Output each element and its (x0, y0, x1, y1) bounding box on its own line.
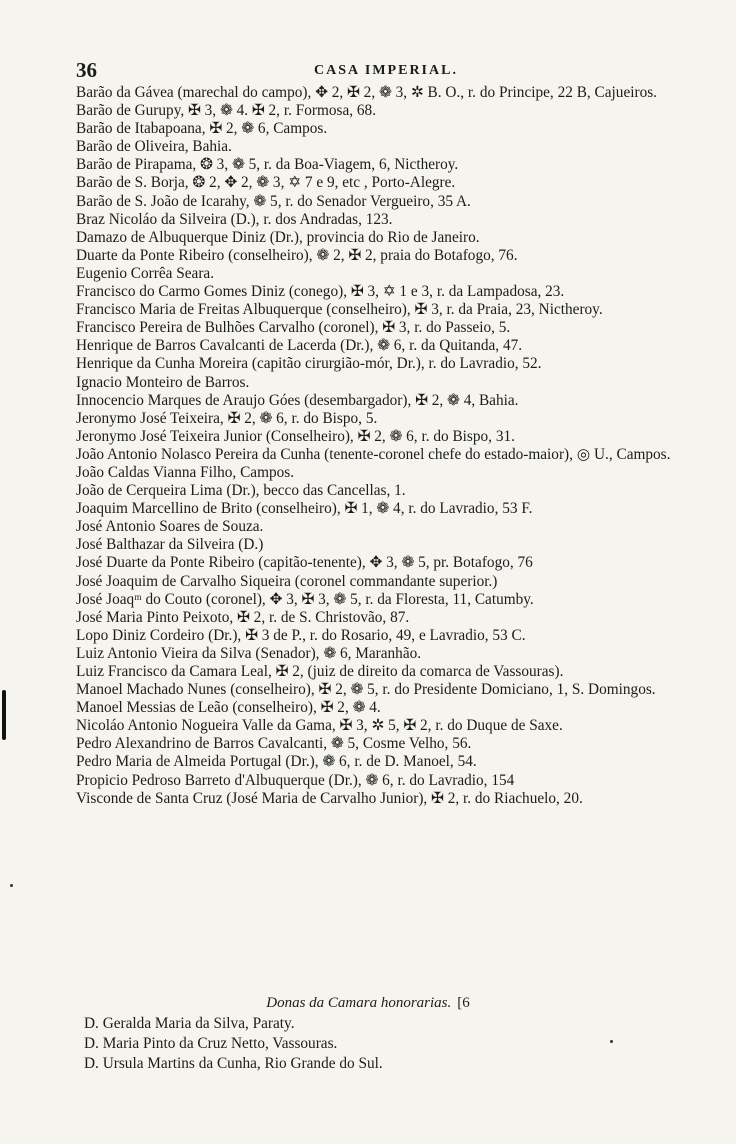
list-item: D. Ursula Martins da Cunha, Rio Grande do Sul. (84, 1055, 383, 1072)
list-item: Jeronymo José Teixeira, ✠ 2, ❁ 6, r. do Bispo, 5. (76, 409, 378, 427)
list-item: Manoel Messias de Leão (conselheiro), ✠ 2, ❁ 4. (76, 699, 381, 717)
margin-mark (2, 690, 6, 740)
list-item: José Joaquim de Carvalho Siqueira (coronel commandante superior.) (76, 572, 498, 590)
list-item: Luiz Antonio Vieira da Silva (Senador), ❁ 6, Maranhão. (76, 644, 422, 662)
list-item: Innocencio Marques de Araujo Góes (desembargador), ✠ 2, ❁ 4, Bahia. (76, 391, 519, 409)
running-title: CASA IMPERIAL. (314, 63, 458, 78)
list-item: Francisco Pereira de Bulhões Carvalho (coronel), ✠ 3, r. do Passeio, 5. (76, 319, 511, 337)
list-item: D. Geralda Maria da Silva, Paraty. (84, 1015, 295, 1032)
list-item: Barão de S. Borja, ❂ 2, ✥ 2, ❁ 3, ✡ 7 e 9, etc , Porto-Alegre. (76, 174, 456, 192)
section-note: [6 (457, 995, 470, 1011)
list-item: Manoel Machado Nunes (conselheiro), ✠ 2, ❁ 5, r. do Presidente Domiciano, 1, S. Domingos. (76, 681, 656, 699)
list-item: Jeronymo José Teixeira Junior (Conselheiro), ✠ 2, ❁ 6, r. do Bispo, 31. (76, 427, 515, 445)
list-item: Francisco do Carmo Gomes Diniz (conego), ✠ 3, ✡ 1 e 3, r. da Lampadosa, 23. (76, 283, 565, 301)
list-item: Ignacio Monteiro de Barros. (76, 373, 250, 391)
list-item: Francisco Maria de Freitas Albuquerque (conselheiro), ✠ 3, r. da Praia, 23, Nictheroy. (76, 301, 603, 319)
list-item: Duarte da Ponte Ribeiro (conselheiro), ❁ 2, ✠ 2, praia do Botafogo, 76. (76, 246, 518, 264)
list-item: Propicio Pedroso Barreto d'Albuquerque (Dr.), ❁ 6, r. do Lavradio, 154 (76, 771, 515, 789)
list-item: Barão da Gávea (marechal do campo), ✥ 2, ✠ 2, ❁ 3, ✲ B. O., r. do Principe, 22 B, Cajueiros. (76, 84, 657, 101)
page-number: 36 (76, 58, 97, 82)
list-item: Barão de S. João de Icarahy, ❁ 5, r. do Senador Vergueiro, 35 A. (76, 192, 471, 210)
list-item: Eugenio Corrêa Seara. (76, 264, 215, 282)
section-title (0, 995, 736, 1012)
list-item: Barão de Itabapoana, ✠ 2, ❁ 6, Campos. (76, 120, 328, 138)
list-item: Barão de Gurupy, ✠ 3, ❁ 4. ✠ 2, r. Formosa, 68. (76, 102, 377, 120)
list-item: Henrique da Cunha Moreira (capitão cirurgião-mór, Dr.), r. do Lavradio, 52. (76, 355, 542, 373)
list-item: José Maria Pinto Peixoto, ✠ 2, r. de S. Christovão, 87. (76, 608, 410, 626)
page-header (76, 58, 696, 82)
list-item: José Duarte da Ponte Ribeiro (capitão-tenente), ✥ 3, ❁ 5, pr. Botafogo, 76 (76, 554, 533, 572)
list-item: José Balthazar da Silveira (D.) (76, 536, 264, 554)
section-title-text: Donas da Camara honorarias. (266, 995, 452, 1011)
list-item: Barão de Oliveira, Bahia. (76, 138, 232, 156)
entry-list (76, 84, 706, 808)
list-item: Visconde de Santa Cruz (José Maria de Carvalho Junior), ✠ 2, r. do Riachuelo, 20. (76, 789, 583, 807)
list-item: Pedro Maria de Almeida Portugal (Dr.), ❁ 6, r. de D. Manoel, 54. (76, 753, 477, 771)
list-item: D. Maria Pinto da Cruz Netto, Vassouras. (84, 1035, 338, 1052)
list-item: José Joaqᵐ do Couto (coronel), ✥ 3, ✠ 3, ❁ 5, r. da Floresta, 11, Catumby. (76, 590, 534, 608)
list-item: Henrique de Barros Cavalcanti de Lacerda (Dr.), ❁ 6, r. da Quitanda, 47. (76, 337, 523, 355)
list-item: Damazo de Albuquerque Diniz (Dr.), provincia do Rio de Janeiro. (76, 228, 480, 246)
list-item: Joaquim Marcellino de Brito (conselheiro), ✠ 1, ❁ 4, r. do Lavradio, 53 F. (76, 500, 533, 518)
list-item: Barão de Pirapama, ❂ 3, ❁ 5, r. da Boa-Viagem, 6, Nictheroy. (76, 156, 459, 174)
list-item: Lopo Diniz Cordeiro (Dr.), ✠ 3 de P., r. do Rosario, 49, e Lavradio, 53 C. (76, 626, 526, 644)
list-item: João de Cerqueira Lima (Dr.), becco das Cancellas, 1. (76, 482, 406, 500)
donas-list (84, 1014, 684, 1074)
list-item: João Antonio Nolasco Pereira da Cunha (tenente-coronel chefe do estado-maior), ◎ U., Campos. (76, 445, 671, 463)
list-item: Nicoláo Antonio Nogueira Valle da Gama, ✠ 3, ✲ 5, ✠ 2, r. do Duque de Saxe. (76, 717, 563, 735)
list-item: Luiz Francisco da Camara Leal, ✠ 2, (juiz de direito da comarca de Vassouras). (76, 663, 564, 680)
speck (10, 884, 13, 887)
list-item: Braz Nicoláo da Silveira (D.), r. dos Andradas, 123. (76, 210, 393, 228)
list-item: José Antonio Soares de Souza. (76, 518, 264, 536)
list-item: Pedro Alexandrino de Barros Cavalcanti, ❁ 5, Cosme Velho, 56. (76, 735, 472, 753)
list-item: João Caldas Vianna Filho, Campos. (76, 463, 295, 481)
